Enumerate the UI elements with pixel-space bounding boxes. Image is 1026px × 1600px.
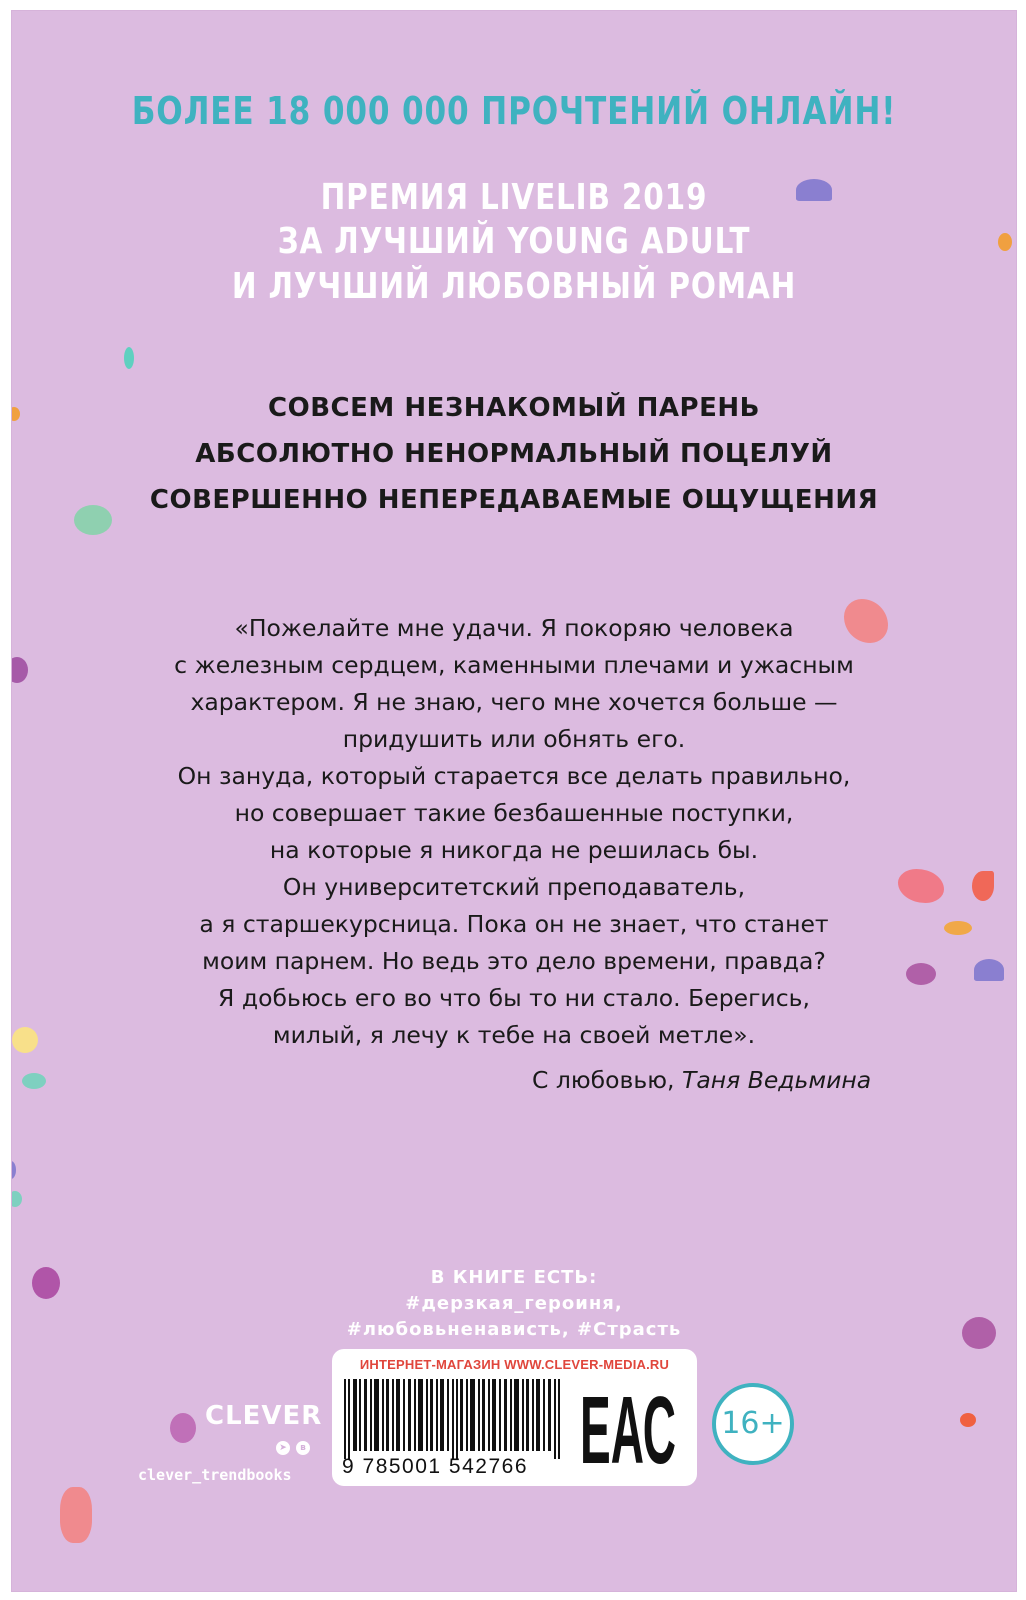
quote-line: милый, я лечу к тебе на своей метле». bbox=[272, 1021, 756, 1049]
confetti-plum bbox=[170, 1413, 196, 1443]
confetti-teal bbox=[124, 347, 134, 369]
confetti-purple bbox=[11, 1161, 16, 1179]
reads-headline: БОЛЕЕ 18 000 000 ПРОЧТЕНИЙ ОНЛАЙН! bbox=[131, 89, 897, 133]
quote-line: Он зануда, который старается все делать правильно, bbox=[177, 762, 851, 790]
tagline-1: СОВСЕМ НЕЗНАКОМЫЙ ПАРЕНЬ bbox=[268, 393, 760, 423]
eac-mark bbox=[578, 1381, 678, 1473]
confetti-orange bbox=[998, 233, 1012, 251]
vk-icon: в bbox=[296, 1441, 310, 1455]
quote-line: на которые я никогда не решилась бы. bbox=[269, 836, 759, 864]
book-has-title: В КНИГЕ ЕСТЬ: bbox=[430, 1267, 598, 1288]
quote-line: моим парнем. Но ведь это дело времени, правда? bbox=[202, 947, 826, 975]
signature-prefix: С любовью, bbox=[532, 1066, 675, 1094]
quote-line: а я старшекурсница. Пока он не знает, что станет bbox=[199, 910, 829, 938]
quote-line: но совершает такие безбашенные поступки, bbox=[234, 799, 794, 827]
eac-label: ЕАС bbox=[580, 1381, 676, 1473]
tagline-3: СОВЕРШЕННО НЕПЕРЕДАВАЕМЫЕ ОЩУЩЕНИЯ bbox=[149, 485, 879, 515]
book-back-cover bbox=[11, 10, 1017, 1592]
quote-line: характером. Я не знаю, чего мне хочется больше — bbox=[190, 688, 838, 716]
confetti-mint bbox=[11, 1191, 22, 1207]
confetti-coral bbox=[60, 1487, 92, 1543]
award-line-3: И ЛУЧШИЙ ЛЮБОВНЫЙ РОМАН bbox=[231, 266, 797, 307]
confetti-mint bbox=[22, 1073, 46, 1089]
age-rating-badge: 16+ bbox=[712, 1383, 794, 1465]
book-tags-line-2: #любовьненависть, #Страсть bbox=[346, 1319, 682, 1340]
publisher-handle: clever_trendbooks bbox=[138, 1466, 292, 1484]
shop-url: ИНТЕРНЕТ-МАГАЗИН WWW.CLEVER-MEDIA.RU bbox=[359, 1357, 670, 1372]
award-line-1: ПРЕМИЯ LIVELIB 2019 bbox=[320, 177, 708, 218]
signature-author: Таня Ведьмина bbox=[682, 1066, 872, 1094]
signature bbox=[532, 1066, 871, 1094]
confetti-orange bbox=[960, 1413, 976, 1427]
quote-line: Он университетский преподаватель, bbox=[282, 873, 746, 901]
isbn-number: 9 785001 542766 bbox=[342, 1455, 528, 1478]
quote-line: с железным сердцем, каменными плечами и ужасным bbox=[174, 651, 854, 679]
barcode-icon bbox=[344, 1379, 564, 1459]
quote-line: Я добьюсь его во что бы то ни стало. Берегись, bbox=[218, 984, 810, 1012]
quote-line: придушить или обнять его. bbox=[342, 725, 686, 753]
barcode-panel bbox=[332, 1349, 697, 1486]
book-tags-line-1: #дерзкая_героиня, bbox=[405, 1293, 623, 1314]
telegram-icon: ➤ bbox=[276, 1441, 290, 1455]
tagline-2: АБСОЛЮТНО НЕНОРМАЛЬНЫЙ ПОЦЕЛУЙ bbox=[195, 439, 833, 469]
quote-line: «Пожелайте мне удачи. Я покоряю человека bbox=[234, 614, 794, 642]
publisher-logo: CLEVER bbox=[205, 1401, 323, 1431]
award-line-2: ЗА ЛУЧШИЙ YOUNG ADULT bbox=[277, 221, 751, 262]
